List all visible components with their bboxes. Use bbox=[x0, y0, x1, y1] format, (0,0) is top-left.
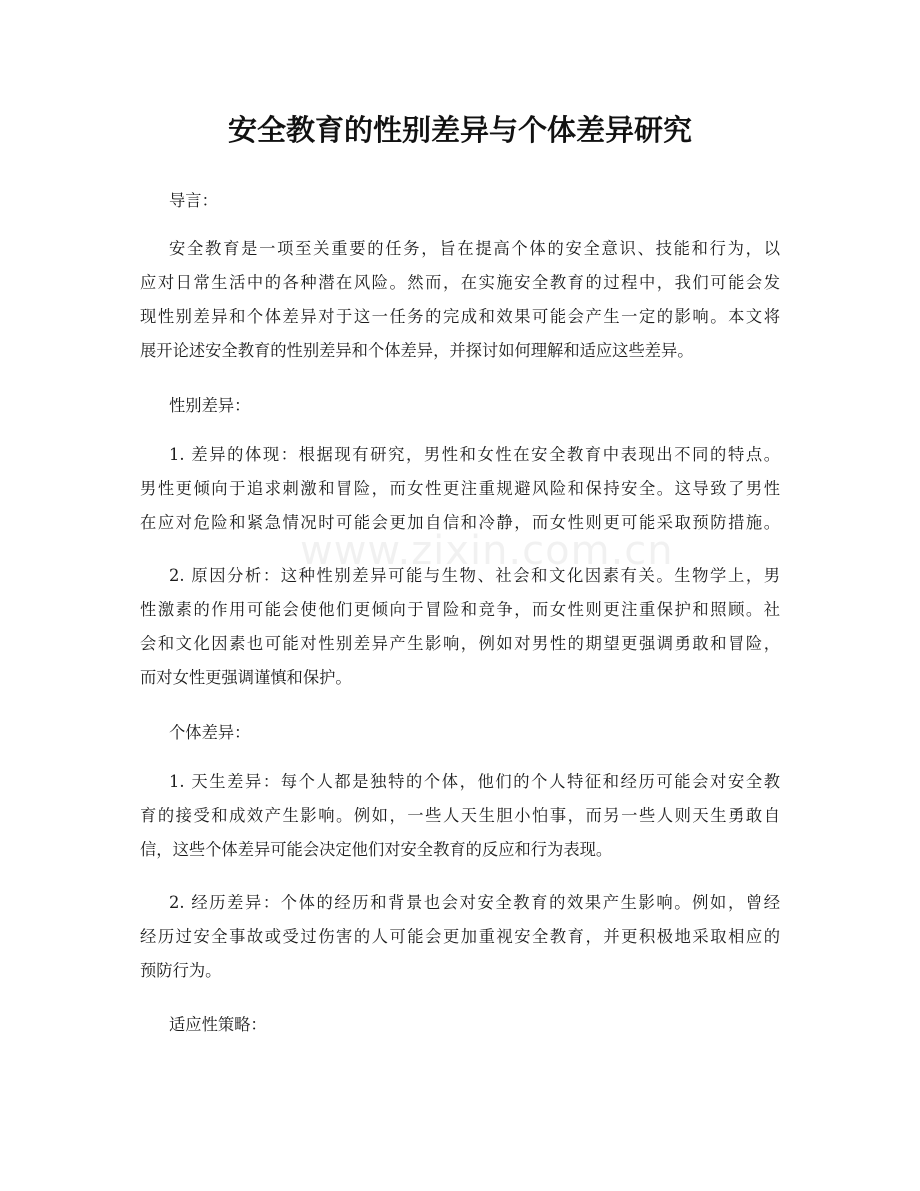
heading-adaptive-strategies: 适应性策略： bbox=[169, 1015, 267, 1034]
paragraph-line: 现性别差异和个体差异对于这一任务的完成和效果可能会产生一定的影响。本文将 bbox=[140, 307, 780, 326]
heading-individual-differences: 个体差异： bbox=[169, 723, 251, 742]
paragraph-line: 而对女性更强调谨慎和保护。 bbox=[140, 668, 352, 687]
paragraph-line: 2. 原因分析：这种性别差异可能与生物、社会和文化因素有关。生物学上，男 bbox=[169, 566, 780, 585]
paragraph-line: 展开论述安全教育的性别差异和个体差异，并探讨如何理解和适应这些差异。 bbox=[140, 341, 694, 360]
paragraph-line: 男性更倾向于追求刺激和冒险，而女性更注重规避风险和保持安全。这导致了男性 bbox=[140, 479, 780, 498]
paragraph-line: 1. 差异的体现：根据现有研究，男性和女性在安全教育中表现出不同的特点。 bbox=[169, 445, 780, 464]
paragraph-line: 应对日常生活中的各种潜在风险。然而，在实施安全教育的过程中，我们可能会发 bbox=[140, 273, 780, 292]
heading-gender-differences: 性别差异： bbox=[169, 396, 251, 415]
watermark: www.zixin.com.cn bbox=[300, 528, 674, 574]
paragraph-line: 会和文化因素也可能对性别差异产生影响，例如对男性的期望更强调勇敢和冒险， bbox=[140, 634, 780, 653]
paragraph-line: 经历过安全事故或受过伤害的人可能会更加重视安全教育，并更积极地采取相应的 bbox=[140, 927, 780, 946]
paragraph-line: 性激素的作用可能会使他们更倾向于冒险和竞争，而女性则更注重保护和照顾。社 bbox=[140, 600, 780, 619]
paragraph-line: 育的接受和成效产生影响。例如，一些人天生胆小怕事，而另一些人则天生勇敢自 bbox=[140, 806, 780, 825]
paragraph-line: 2. 经历差异：个体的经历和背景也会对安全教育的效果产生影响。例如，曾经 bbox=[169, 893, 780, 912]
paragraph-line: 1. 天生差异：每个人都是独特的个体，他们的个人特征和经历可能会对安全教 bbox=[169, 772, 780, 791]
heading-introduction: 导言： bbox=[169, 191, 218, 210]
paragraph-line: 信，这些个体差异可能会决定他们对安全教育的反应和行为表现。 bbox=[140, 840, 613, 859]
document-title: 安全教育的性别差异与个体差异研究 bbox=[227, 113, 692, 147]
paragraph-line: 安全教育是一项至关重要的任务，旨在提高个体的安全意识、技能和行为，以 bbox=[169, 239, 780, 258]
paragraph-line: 预防行为。 bbox=[140, 961, 222, 980]
paragraph-line: 在应对危险和紧急情况时可能会更加自信和冷静，而女性则更可能采取预防措施。 bbox=[140, 513, 780, 532]
